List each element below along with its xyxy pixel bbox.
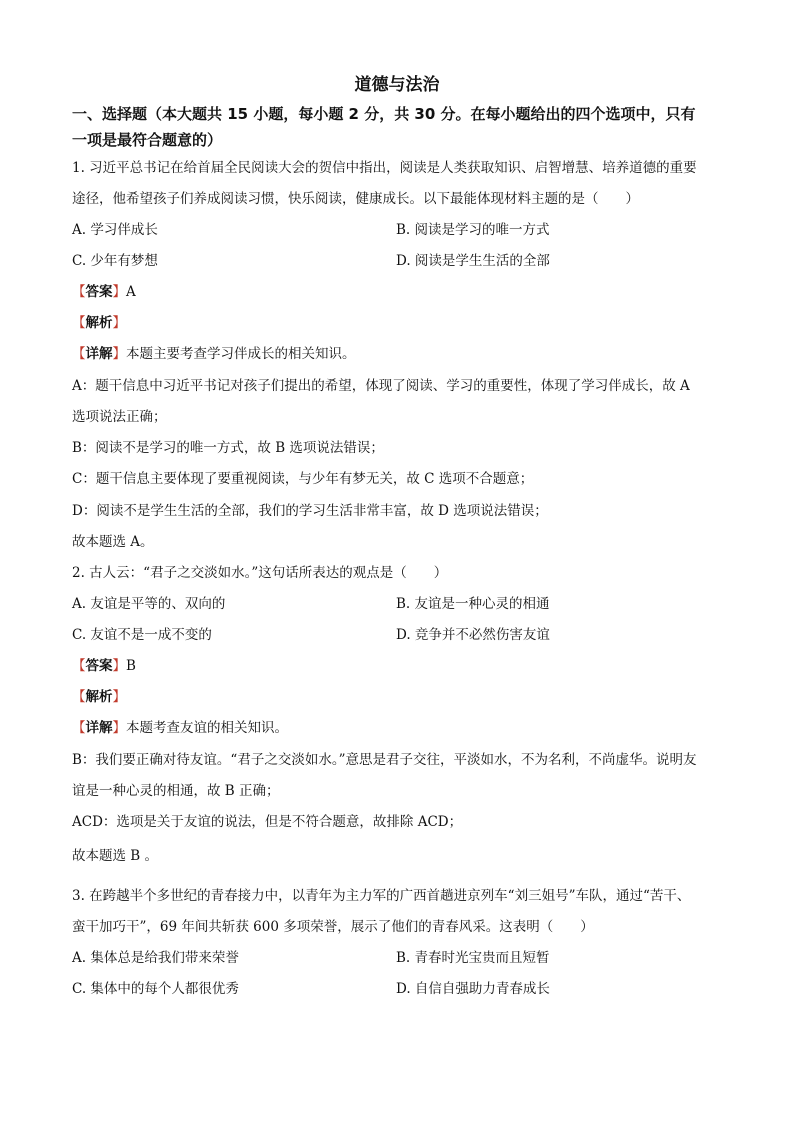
q1-analysis-heading: 【解析】 (72, 315, 126, 331)
q3-stem-line-2: 蛮干加巧干”，69 年间共斩获 600 多项荣誉，展示了他们的青春风采。这表明（ ） (72, 919, 594, 935)
q1-explain-line-2: 选项说法正确； (72, 409, 167, 425)
q1-explain-line-1: A：题干信息中习近平书记对孩子们提出的希望，体现了阅读、学习的重要性，体现了学习伴成长，故 A (72, 378, 690, 394)
q1-stem-line-2: 途径，他希望孩子们养成阅读习惯，快乐阅读，健康成长。以下最能体现材料主题的是（ ） (72, 191, 639, 207)
q2-detail-label: 详解 (85, 720, 113, 736)
q1-option-a: A. 学习伴成长 (72, 222, 158, 238)
q2-detail: 【详解】本题考查友谊的相关知识。 (72, 720, 288, 736)
q3-stem-line-1: 3. 在跨越半个多世纪的青春接力中，以青年为主力军的广西首趟进京列车“刘三姐号”车队，通过“苦干、 (72, 888, 691, 904)
q2-analysis-heading: 【解析】 (72, 689, 126, 705)
q3-option-b: B. 青春时光宝贵而且短暂 (396, 950, 550, 966)
section-heading-line-2: 一项是最符合题意的） (72, 131, 223, 149)
q2-stem-line-1: 2. 古人云：“君子之交淡如水。”这句话所表达的观点是（ ） (72, 565, 448, 581)
q2-conclusion: 故本题选 B 。 (72, 848, 159, 864)
q2-explain-line-3: ACD：选项是关于友谊的说法，但是不符合题意，故排除 ACD； (72, 814, 463, 830)
section-heading-line-1: 一、选择题（本大题共 15 小题，每小题 2 分，共 30 分。在每小题给出的四个选项中，只有 (72, 105, 696, 123)
q1-detail-label: 详解 (85, 346, 113, 362)
q1-conclusion: 故本题选 A。 (72, 534, 154, 550)
q3-option-c: C. 集体中的每个人都很优秀 (72, 981, 239, 997)
q1-explain-line-5: D：阅读不是学生生活的全部，我们的学习生活非常丰富，故 D 选项说法错误； (72, 503, 548, 519)
q1-option-d: D. 阅读是学生生活的全部 (396, 253, 550, 269)
q1-explain-line-4: C：题干信息主要体现了要重视阅读，与少年有梦无关，故 C 选项不合题意； (72, 471, 534, 487)
q2-answer-value: B (126, 658, 136, 674)
q2-option-d: D. 竞争并不必然伤害友谊 (396, 627, 550, 643)
q1-answer: 【答案】A (72, 284, 136, 300)
q1-explain-line-3: B：阅读不是学习的唯一方式，故 B 选项说法错误； (72, 440, 384, 456)
q1-option-c: C. 少年有梦想 (72, 253, 158, 269)
q2-explain-line-2: 谊是一种心灵的相通，故 B 正确； (72, 783, 280, 799)
q1-analysis-label: 解析 (85, 315, 113, 331)
q1-detail: 【详解】本题主要考查学习伴成长的相关知识。 (72, 346, 356, 362)
q2-analysis-label: 解析 (85, 689, 113, 705)
q2-option-b: B. 友谊是一种心灵的相通 (396, 596, 550, 612)
q1-answer-label: 答案 (85, 284, 113, 300)
q2-detail-text: 本题考查友谊的相关知识。 (126, 720, 288, 736)
q2-option-a: A. 友谊是平等的、双向的 (72, 596, 226, 612)
q2-answer-label: 答案 (85, 658, 113, 674)
page-title: 道德与法治 (354, 75, 440, 95)
q1-detail-text: 本题主要考查学习伴成长的相关知识。 (126, 346, 356, 362)
q3-option-d: D. 自信自强助力青春成长 (396, 981, 550, 997)
q1-stem-line-1: 1. 习近平总书记在给首届全民阅读大会的贺信中指出，阅读是人类获取知识、启智增慧、培养道德的重要 (72, 160, 697, 176)
q2-answer: 【答案】B (72, 658, 136, 674)
q2-option-c: C. 友谊不是一成不变的 (72, 627, 212, 643)
q3-option-a: A. 集体总是给我们带来荣誉 (72, 950, 239, 966)
q2-explain-line-1: B：我们要正确对待友谊。“君子之交淡如水。”意思是君子交往，平淡如水，不为名利，不尚虚华。说明友 (72, 752, 697, 768)
q1-option-b: B. 阅读是学习的唯一方式 (396, 222, 550, 238)
q1-answer-value: A (126, 284, 136, 300)
